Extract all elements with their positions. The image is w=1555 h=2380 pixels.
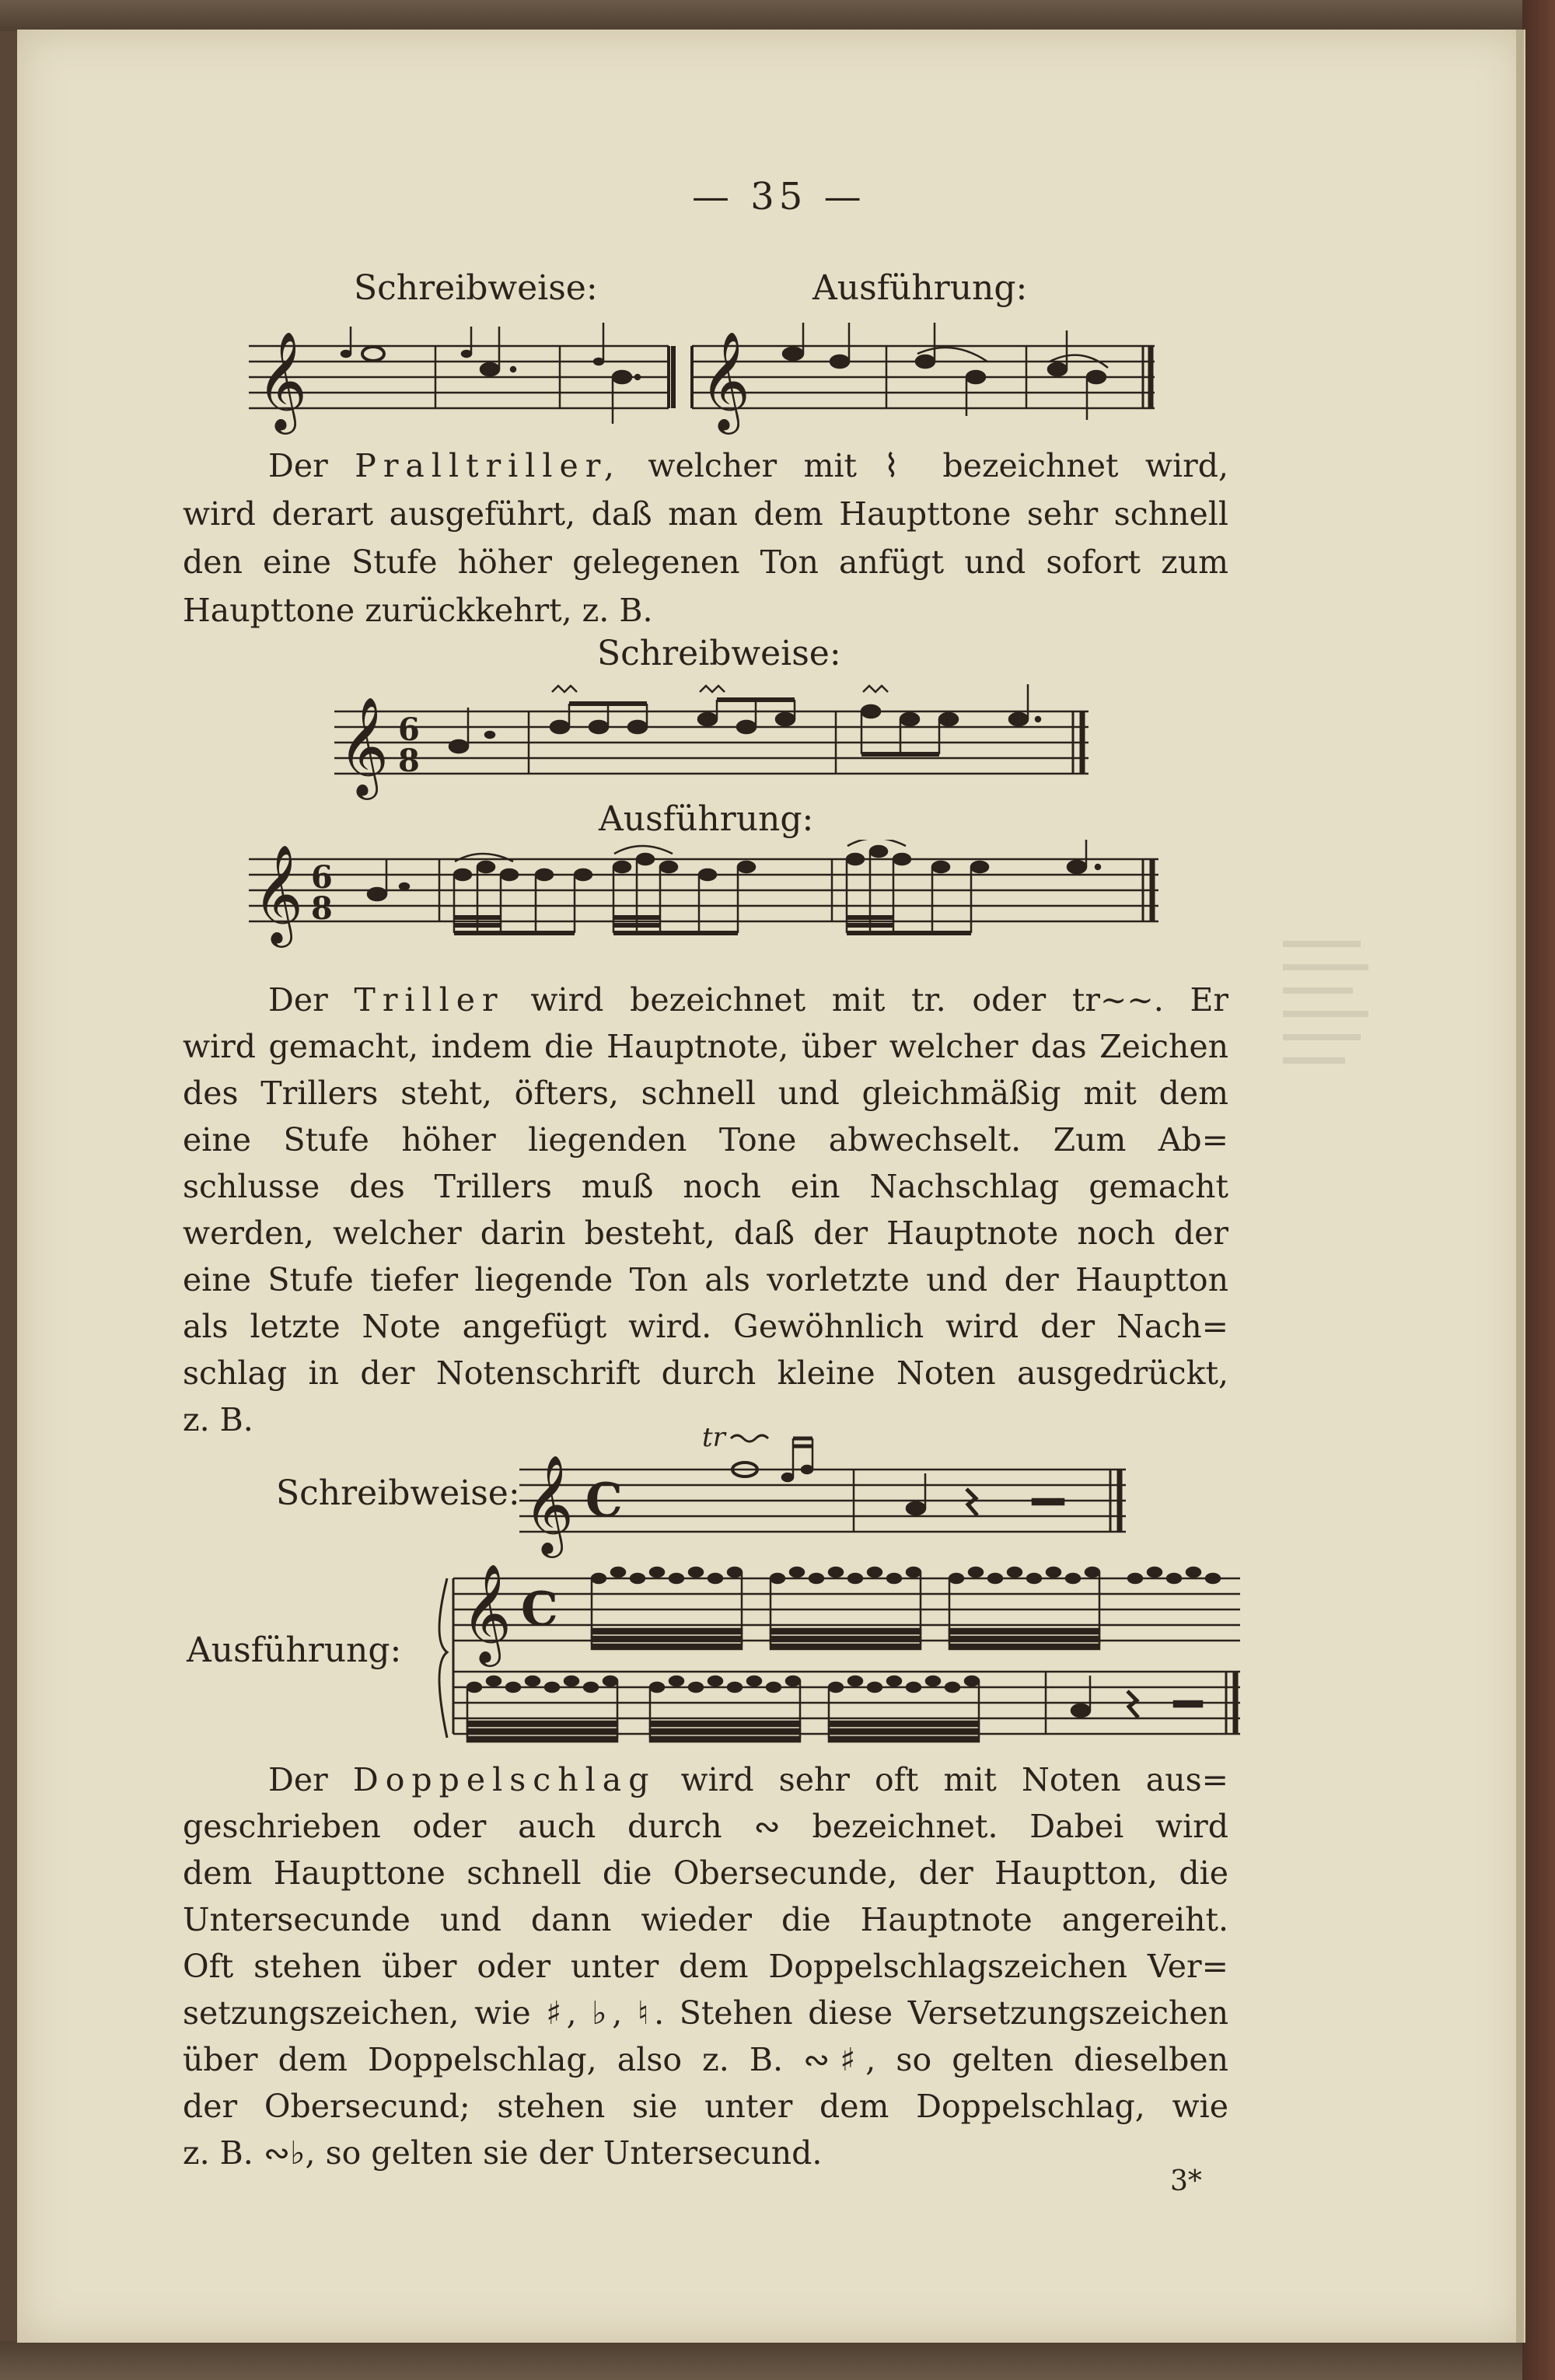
label-schreibweise-1: Schreibweise:	[354, 268, 598, 308]
svg-text:𝄞: 𝄞	[338, 696, 390, 795]
pralltriller-line-4: Haupttone zurückkehrt, z. B.	[183, 592, 653, 629]
doppelschlag-line-2: geschrieben oder auch durch ∾ bezeichnet. Dabei wird	[183, 1808, 1228, 1845]
triller-line-1	[183, 976, 1228, 1024]
triller-line-6: werden, welcher darin besteht, daß der Hauptnote noch der	[183, 1214, 1228, 1252]
triller-line-9: schlag in der Notenschrift durch kleine Noten ausgedrückt,	[183, 1354, 1228, 1392]
triller-line-7: eine Stufe tiefer liegende Ton als vorletzte und der Hauptton	[183, 1261, 1228, 1298]
trill-mark: tr	[702, 1422, 725, 1453]
doppelschlag-line-6: setzungszeichen, wie ♯, ♭, ♮. Stehen diese Versetzungszeichen	[183, 1994, 1228, 2032]
triller-line-5: schlusse des Trillers muß noch ein Nachschlag gemacht	[183, 1168, 1228, 1205]
time-signature-numerator: 6	[398, 711, 420, 748]
page-edge	[1516, 30, 1524, 2343]
music-staff-example-3-execution	[432, 1555, 1256, 1749]
triller-line-10: z. B.	[183, 1401, 253, 1438]
music-staff-example-2-notation	[334, 676, 1096, 801]
time-signature-denominator-2: 8	[311, 890, 333, 927]
music-staff-example-2-execution	[249, 840, 1166, 956]
triller-line-2: wird gemacht, indem die Hauptnote, über welcher das Zeichen	[183, 1028, 1228, 1065]
page-number: — 35 —	[692, 175, 866, 218]
signature-mark: 3*	[1170, 2165, 1202, 2197]
svg-text:𝄞: 𝄞	[523, 1454, 575, 1553]
svg-text:𝄞: 𝄞	[700, 330, 751, 430]
triller-line-8: als letzte Note angefügt wird. Gewöhnlich wird der Nach=	[183, 1308, 1228, 1345]
doppelschlag-start: Der	[268, 1761, 328, 1798]
music-staff-example-1	[249, 323, 1166, 435]
triller-line-3: des Trillers steht, öfters, schnell und gleichmäßig mit dem	[183, 1075, 1228, 1112]
label-ausfuehrung-2: Ausführung:	[599, 799, 814, 839]
doppelschlag-line-9: z. B. ∾♭, so gelten sie der Untersecund.	[183, 2134, 823, 2172]
doppelschlag-line-5: Oft stehen über oder unter dem Doppelschlagszeichen Ver=	[183, 1948, 1228, 1985]
doppelschlag-line-7: über dem Doppelschlag, also z. B. ∾♯, so gelten dieselben	[183, 2041, 1228, 2078]
triller-term: Triller	[354, 981, 505, 1019]
book-cover-bottom	[0, 2341, 1555, 2380]
pralltriller-start: Der	[268, 447, 328, 484]
doppelschlag-line-4: Untersecunde und dann wieder die Hauptnote angereiht.	[183, 1901, 1228, 1938]
doppelschlag-line-1-rest: wird sehr oft mit Noten aus=	[680, 1761, 1228, 1798]
common-time-2: C	[521, 1582, 558, 1637]
common-time: C	[585, 1473, 623, 1528]
svg-text:𝄞: 𝄞	[461, 1563, 512, 1662]
book-cover-top	[0, 0, 1555, 31]
svg-text:𝄞: 𝄞	[257, 330, 308, 430]
svg-text:𝄞: 𝄞	[253, 844, 304, 943]
label-schreibweise-2: Schreibweise:	[597, 634, 841, 673]
doppelschlag-line-1	[183, 1756, 1228, 1804]
triller-line-4: eine Stufe höher liegenden Tone abwechselt. Zum Ab=	[183, 1121, 1228, 1159]
pralltriller-line-3: den eine Stufe höher gelegenen Ton anfügt und sofort zum	[183, 543, 1228, 581]
triller-line-1-rest: wird bezeichnet mit tr. oder tr∼∼. Er	[530, 981, 1228, 1019]
label-schreibweise-3: Schreibweise:	[276, 1473, 520, 1513]
music-staff-example-3-notation	[519, 1415, 1141, 1563]
pralltriller-term: Pralltriller,	[355, 447, 621, 484]
pralltriller-line-1	[183, 442, 1228, 490]
pralltriller-line-2: wird derart ausgeführt, daß man dem Haupttone sehr schnell	[183, 495, 1228, 533]
pralltriller-line-1-rest: welcher mit ⌇ bezeichnet wird,	[648, 447, 1228, 484]
book-cover-right	[1522, 0, 1555, 2380]
label-ausfuehrung-1: Ausführung:	[812, 268, 1028, 308]
triller-start: Der	[268, 981, 328, 1019]
doppelschlag-line-8: der Obersecund; stehen sie unter dem Doppelschlag, wie	[183, 2088, 1228, 2125]
time-signature-numerator-2: 6	[311, 859, 333, 896]
label-ausfuehrung-3: Ausführung:	[187, 1630, 402, 1670]
doppelschlag-term: Doppelschlag	[352, 1761, 656, 1798]
bleed-through-text	[1275, 933, 1392, 1112]
doppelschlag-line-3: dem Haupttone schnell die Obersecunde, der Hauptton, die	[183, 1854, 1228, 1892]
time-signature-denominator: 8	[398, 743, 420, 779]
